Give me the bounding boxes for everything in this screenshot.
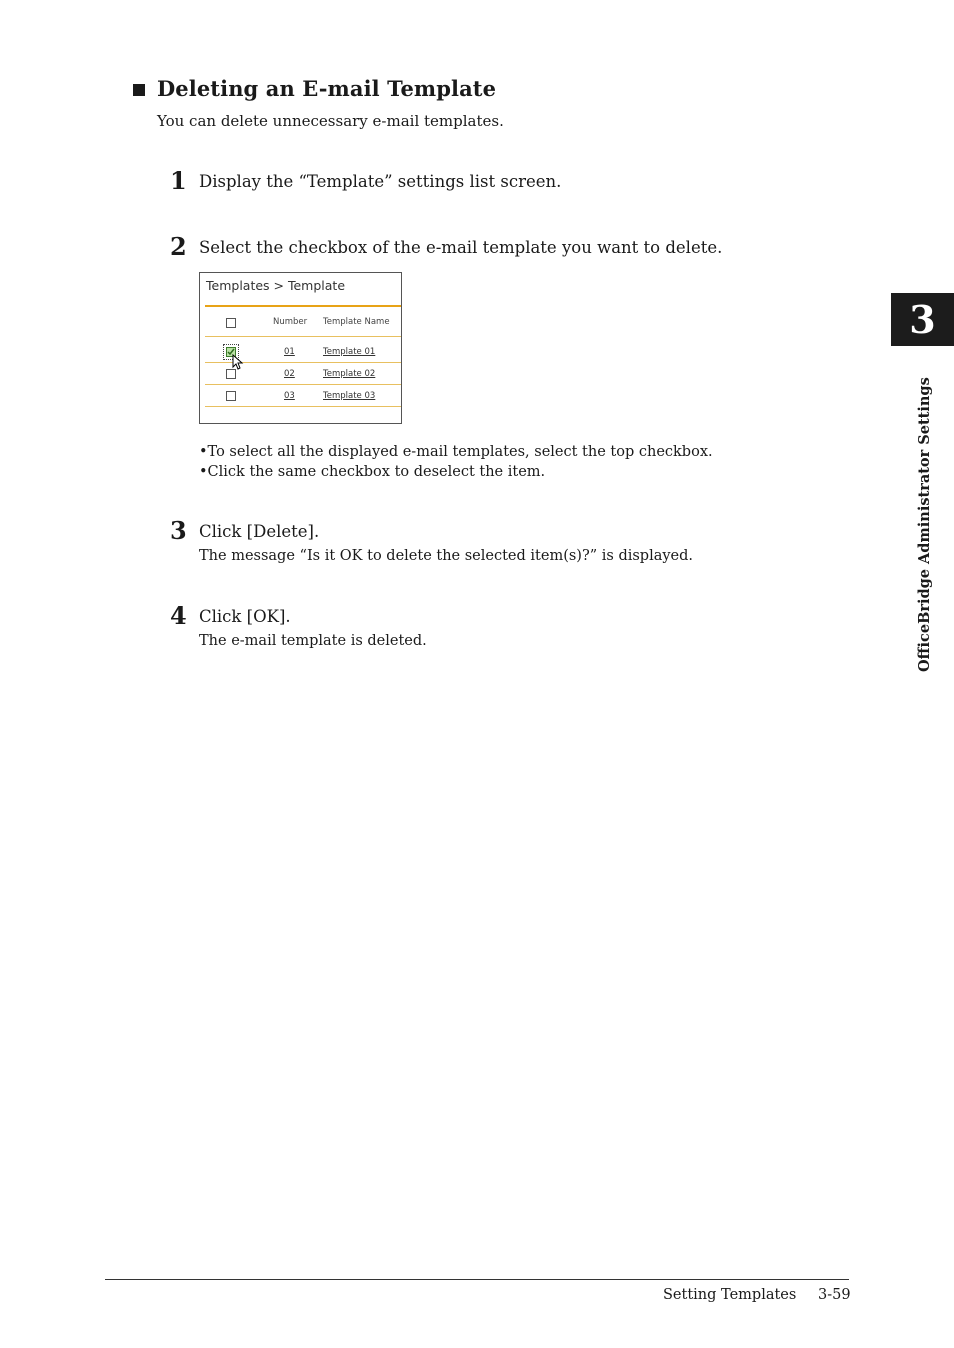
page-number: 3-59 <box>818 1287 851 1303</box>
table-row <box>205 340 401 363</box>
footer-section-title: Setting Templates <box>663 1287 797 1303</box>
row-checkbox[interactable] <box>226 391 236 401</box>
chapter-side-label: OfficeBridge Administrator Settings <box>916 377 933 672</box>
step-3-note: The message “Is it OK to delete the selected item(s)?” is displayed. <box>199 548 694 564</box>
chapter-tab: 3 <box>891 293 954 346</box>
table-row <box>205 385 401 407</box>
step-4-number: 4 <box>170 601 187 630</box>
header-divider <box>205 305 401 307</box>
row-number-link[interactable]: 02 <box>284 369 295 379</box>
tips-list <box>199 443 713 482</box>
step-4-text: Click [OK]. <box>199 607 291 626</box>
column-header-number: Number <box>273 317 308 327</box>
select-all-checkbox[interactable] <box>226 318 236 328</box>
breadcrumb: Templates > Template <box>206 278 346 293</box>
step-4-note: The e-mail template is deleted. <box>199 633 427 649</box>
step-2-number: 2 <box>170 232 187 261</box>
footer-divider <box>105 1279 849 1280</box>
row-checkbox[interactable] <box>226 369 236 379</box>
step-2-text: Select the checkbox of the e-mail template you want to delete. <box>199 238 723 257</box>
section-bullet-icon <box>133 84 145 96</box>
row-template-name-link[interactable]: Template 02 <box>323 369 376 379</box>
row-number-link[interactable]: 01 <box>284 347 295 357</box>
section-intro: You can delete unnecessary e-mail templates. <box>157 112 504 130</box>
step-3-text: Click [Delete]. <box>199 522 320 541</box>
row-number-link[interactable]: 03 <box>284 391 295 401</box>
row-template-name-link[interactable]: Template 03 <box>323 391 376 401</box>
column-header-template-name: Template Name <box>323 317 390 327</box>
step-1-text: Display the “Template” settings list screen. <box>199 172 562 191</box>
row-template-name-link[interactable]: Template 01 <box>323 347 376 357</box>
section-title: Deleting an E-mail Template <box>157 76 497 101</box>
tip-item: •To select all the displayed e-mail templates, select the top checkbox. <box>199 444 713 460</box>
table-row <box>205 363 401 385</box>
step-3-number: 3 <box>170 516 187 545</box>
template-list-screenshot <box>199 272 402 424</box>
table-header-row <box>205 310 401 337</box>
tip-item: •Click the same checkbox to deselect the item. <box>199 463 546 480</box>
step-1-number: 1 <box>170 166 187 195</box>
